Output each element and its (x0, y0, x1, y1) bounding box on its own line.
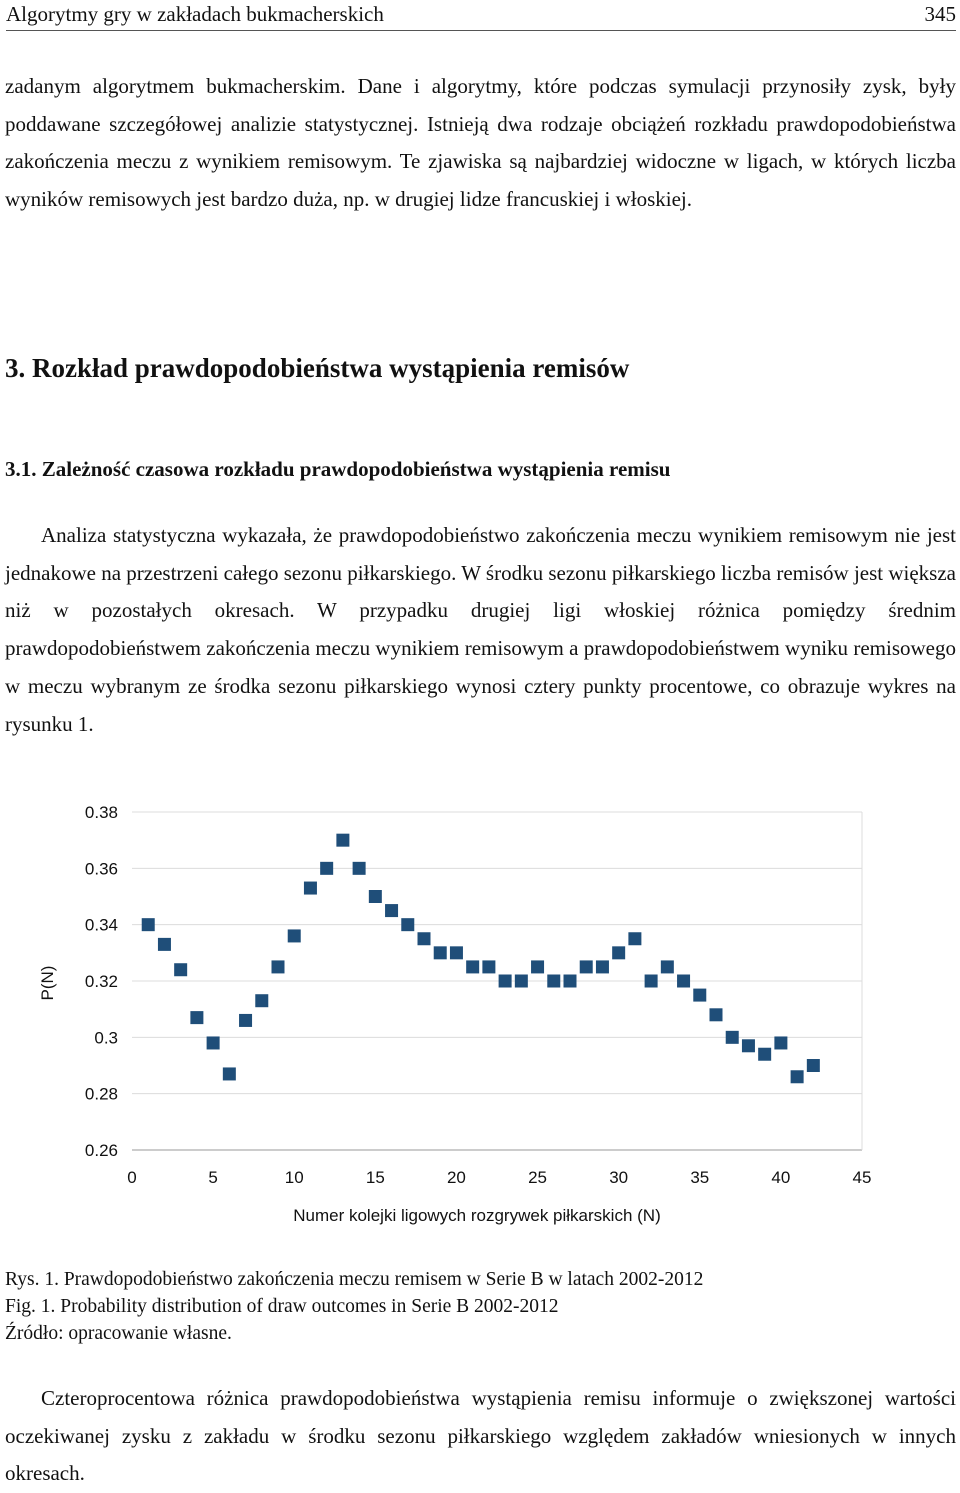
data-point (142, 918, 155, 931)
figure-source: Źródło: opracowanie własne. (5, 1323, 232, 1344)
data-point (693, 989, 706, 1002)
data-point (255, 994, 268, 1007)
data-point (710, 1008, 723, 1021)
data-point (547, 975, 560, 988)
data-point (661, 960, 674, 973)
data-point (288, 929, 301, 942)
data-point (304, 882, 317, 895)
running-head (6, 0, 956, 31)
y-tick-label: 0.34 (84, 915, 118, 935)
data-point (158, 938, 171, 951)
data-point (531, 960, 544, 973)
data-point (174, 963, 187, 976)
data-point (645, 975, 658, 988)
data-point (564, 975, 577, 988)
data-point (677, 975, 690, 988)
figure-caption-pl: Rys. 1. Prawdopodobieństwo zakończenia meczu remisem w Serie B w latach 2002-2012 (5, 1269, 704, 1290)
data-point (223, 1067, 236, 1080)
data-point (239, 1014, 252, 1027)
x-tick-label: 45 (852, 1168, 872, 1187)
x-tick-label: 15 (365, 1168, 385, 1187)
data-point (418, 932, 431, 945)
y-tick-label: 0.28 (84, 1084, 118, 1104)
data-point (596, 960, 609, 973)
y-tick-label: 0.26 (84, 1141, 118, 1160)
data-point (482, 960, 495, 973)
figure-caption-en: Fig. 1. Probability distribution of draw outcomes in Serie B 2002-2012 (5, 1296, 559, 1317)
x-tick-label: 5 (208, 1168, 218, 1187)
data-point (207, 1036, 220, 1049)
chart-grid (132, 812, 862, 1150)
x-tick-label: 25 (528, 1168, 548, 1187)
data-point (401, 918, 414, 931)
data-point (758, 1048, 771, 1061)
x-tick-label: 35 (690, 1168, 710, 1187)
paragraph-conclusion: Czteroprocentowa różnica prawdopodobieństwa wystąpienia remisu informuje o zwiększonej wartości oczekiwanej zysku z zakładu w środku sezonu piłkarskiego względem zakładów wniesionych w innych okresach. (5, 1386, 956, 1486)
data-point (190, 1011, 203, 1024)
data-point (726, 1031, 739, 1044)
data-point (336, 834, 349, 847)
paragraph-intro: zadanym algorytmem bukmacherskim. Dane i algorytmy, które podczas symulacji przynosiły zysk, były poddawane szczegółowej analizie statystycznej. Istnieją dwa rodzaje obciążeń rozkładu prawdopodobieństwa zakończenia meczu z wynikiem remisowym. Te zjawiska są najbardziej widoczne w ligach, w których liczba wyników remisowych jest bardzo duża, np. w drugiej lidze francuskiej i włoskiej. (5, 74, 956, 212)
paragraph-analysis: Analiza statystyczna wykazała, że prawdopodobieństwo zakończenia meczu wynikiem remisowym nie jest jednakowe na przestrzeni całego sezonu piłkarskiego. W środku sezonu piłkarskiego liczba remisów jest większa niż w pozostałych okresach. W przypadku drugiej ligi włoskiej różnica pomiędzy średnim prawdopodobieństwem zakończenia meczu wynikiem remisowym a prawdopodobieństwem wyniku remisowego w meczu wybranym ze środka sezonu piłkarskiego wynosi cztery punkty procentowe, co obrazuje wykres na rysunku 1. (5, 523, 956, 736)
x-tick-label: 20 (446, 1168, 466, 1187)
data-point (580, 960, 593, 973)
data-point (272, 960, 285, 973)
y-tick-label: 0.38 (84, 803, 118, 822)
data-point (612, 946, 625, 959)
y-axis-tick-labels (85, 803, 118, 1160)
y-tick-label: 0.32 (84, 972, 118, 991)
data-point (515, 975, 528, 988)
x-tick-label: 40 (771, 1168, 791, 1187)
data-point (369, 890, 382, 903)
data-point (807, 1059, 820, 1072)
x-axis-tick-labels (127, 1168, 871, 1187)
data-point (353, 862, 366, 875)
data-point (628, 932, 641, 945)
data-point (791, 1070, 804, 1083)
x-tick-label: 0 (127, 1168, 137, 1187)
section-heading: 3. Rozkład prawdopodobieństwa wystąpienia remisów (5, 353, 630, 383)
x-axis-label: Numer kolejki ligowych rozgrywek piłkarskich (N) (293, 1206, 661, 1225)
data-point (774, 1036, 787, 1049)
data-point (320, 862, 333, 875)
data-point (742, 1039, 755, 1052)
data-point (466, 960, 479, 973)
subsection-heading: 3.1. Zależność czasowa rozkładu prawdopodobieństwa wystąpienia remisu (5, 457, 671, 481)
chart-data-points (142, 834, 820, 1084)
data-point (385, 904, 398, 917)
data-point (434, 946, 447, 959)
running-head-title: Algorytmy gry w zakładach bukmacherskich (6, 2, 384, 26)
y-tick-label: 0.3 (94, 1028, 118, 1048)
data-point (450, 946, 463, 959)
probability-chart (0, 790, 960, 1240)
data-point (499, 975, 512, 988)
x-tick-label: 10 (284, 1168, 304, 1187)
x-tick-label: 30 (609, 1168, 629, 1187)
page-number: 345 (924, 2, 956, 26)
y-tick-label: 0.36 (84, 859, 118, 879)
y-axis-label: P(N) (38, 965, 57, 1001)
